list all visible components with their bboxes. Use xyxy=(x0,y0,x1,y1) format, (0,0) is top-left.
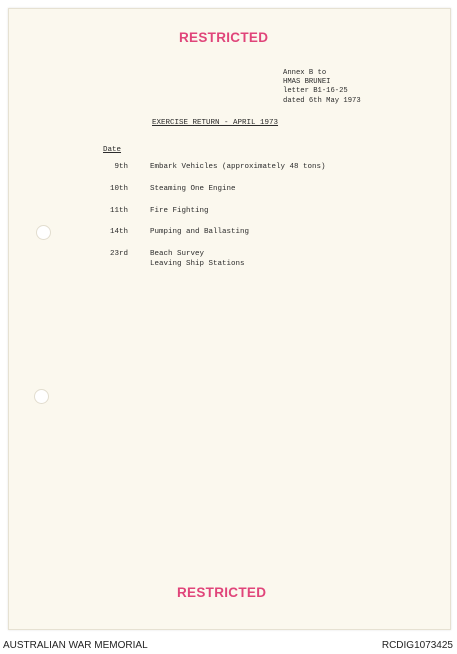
entry-date: 23rd xyxy=(109,250,128,258)
punch-hole-bottom xyxy=(34,389,49,404)
punch-hole-top xyxy=(36,225,51,240)
entry-date: 11th xyxy=(109,207,128,215)
document-title: EXERCISE RETURN - APRIL 1973 xyxy=(152,119,279,127)
footer-reference-id: RCDIG1073425 xyxy=(381,640,453,651)
document-page xyxy=(8,8,451,630)
entry-activity: Embark Vehicles (approximately 48 tons) xyxy=(150,163,326,171)
entry-activity: Steaming One Engine xyxy=(150,185,236,193)
footer-institution: AUSTRALIAN WAR MEMORIAL xyxy=(3,640,148,651)
annex-line: letter B1-16-25 xyxy=(283,87,348,96)
entry-activity: Beach Survey xyxy=(150,250,205,258)
annex-reference xyxy=(283,69,361,106)
annex-line: HMAS BRUNEI xyxy=(283,78,331,87)
annex-line: Annex B to xyxy=(283,69,327,77)
entry-activity-continued: Leaving Ship Stations xyxy=(150,259,245,268)
restricted-stamp-top: RESTRICTED xyxy=(179,30,269,45)
entry-date: 10th xyxy=(109,185,128,193)
entry-date: 9th xyxy=(114,163,128,171)
entry-date: 14th xyxy=(109,228,128,236)
entry-activity: Fire Fighting xyxy=(150,207,209,215)
restricted-stamp-bottom: RESTRICTED xyxy=(177,585,267,600)
date-column-header: Date xyxy=(103,146,122,154)
entry-activity: Pumping and Ballasting xyxy=(150,228,250,236)
annex-line: dated 6th May 1973 xyxy=(283,96,361,105)
